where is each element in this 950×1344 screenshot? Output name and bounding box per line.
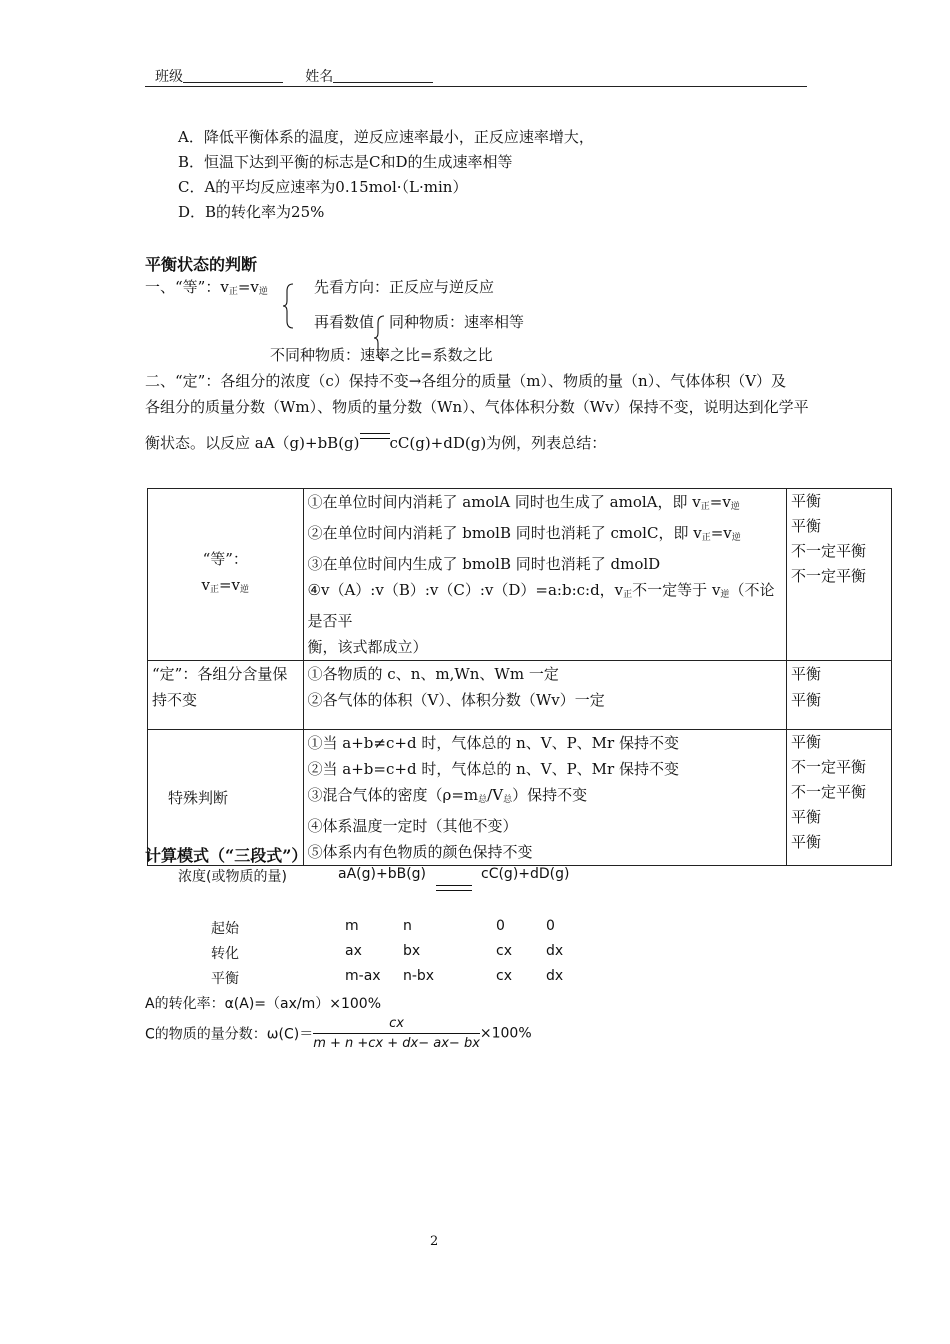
conversion-formula: A的转化率：α(A)=（ax/m）×100% — [145, 996, 382, 1012]
calc-cell: n — [403, 918, 412, 934]
name-label: 姓名 — [305, 69, 334, 85]
equilibrium-arrow-icon — [360, 430, 390, 442]
ding-line-3: 衡状态。以反应 aA（g)+bB(g) cC(g)+dD(g)为例，列表总结： — [145, 430, 606, 453]
same-substance-rule: 同种物质：速率相等 — [389, 313, 525, 331]
header-rule — [145, 86, 807, 87]
ding-line-1: 二、“定”：各组分的浓度（c）保持不变→各组分的质量（m）、物质的量（n）、气体体积（V）及 — [145, 372, 787, 390]
row3-results: 平衡 不一定平衡 不一定平衡 平衡 平衡 — [786, 730, 891, 866]
calc-cell: m-ax — [345, 968, 381, 984]
calc-cell: dx — [546, 968, 564, 984]
option-d: D．B的转化率为25% — [178, 203, 325, 221]
table-row — [148, 661, 892, 730]
header — [155, 66, 433, 86]
brace-icon — [282, 283, 296, 329]
calc-cell: dx — [546, 943, 564, 959]
class-label: 班级 — [155, 69, 183, 85]
row1-label: “等”： $v_正=v_逆$ — [148, 489, 304, 661]
calc-row-label: 平衡 — [211, 971, 239, 987]
row1-items: ①在单位时间内消耗了 amolA 同时也生成了 amolA，即 $v_正=v_逆$ ②在单位时间内消耗了 bmolB 同时也消耗了 cmolC，即 $v_正=v_逆$ ③在单位时间内生成了 bmolB 同时也消耗了 dmolD ④v（A）:v（B）:v（C）:v（D）=a:b:c:d，$v_正$不一定等于 $v_逆$（不论是否平 衡，该式都成立） — [303, 489, 786, 661]
calc-reactants: aA(g)+bB(g) — [338, 866, 426, 882]
option-c: C．A的平均反应速率为0.15mol·（L·min） — [178, 178, 468, 196]
calc-products: cC(g)+dD(g) — [481, 866, 570, 882]
page-number: 2 — [430, 1234, 439, 1249]
calc-cell: bx — [403, 943, 421, 959]
calc-cell: n-bx — [403, 968, 435, 984]
calc-cell: ax — [345, 943, 362, 959]
calc-cell: cx — [496, 943, 512, 959]
calc-cell: cx — [496, 968, 512, 984]
option-a: A．降低平衡体系的温度，逆反应速率最小，正反应速率增大， — [178, 128, 594, 146]
calc-head-label: 浓度(或物质的量) — [178, 869, 287, 885]
row2-results: 平衡 平衡 — [786, 661, 891, 730]
step-direction: 先看方向：正反应与逆反应 — [314, 278, 495, 296]
fraction-formula: C的物质的量分数：ω(C)＝ $\frac{cx}{m + n +cx + dx- ax- bx}$ ×100% — [145, 1016, 532, 1051]
option-b: B．恒温下达到平衡的标志是C和D的生成速率相等 — [178, 153, 513, 171]
calc-cell: m — [345, 918, 359, 934]
step-value: 再看数值 — [314, 313, 375, 331]
ding-line-2: 各组分的质量分数（Wm）、物质的量分数（Wn）、气体体积分数（Wv）保持不变，说明达到化学平 — [145, 398, 809, 416]
section-title-equilibrium: 平衡状态的判断 — [145, 255, 258, 274]
deng-rule: 一、“等”：$v_正=v_逆$ — [145, 278, 268, 297]
equilibrium-table — [147, 488, 892, 866]
row2-label: “定”：各组分含量保持不变 — [148, 661, 304, 730]
row3-items: ①当 a+b≠c+d 时，气体总的 n、V、P、Mr 保持不变 ②当 a+b=c+d 时，气体总的 n、V、P、Mr 保持不变 ③混合气体的密度$(\rho=m_总/V_总)$保持不变 ④体系温度一定时（其他不变） ⑤体系内有色物质的颜色保持不变 — [303, 730, 786, 866]
diff-substance-rule: 不同种物质：速率之比=系数之比 — [270, 346, 493, 364]
name-blank[interactable] — [333, 68, 433, 83]
calc-cell: 0 — [546, 918, 555, 934]
row3-label: 特殊判断 — [148, 730, 304, 866]
calc-row-label: 转化 — [211, 946, 239, 962]
section-title-calc: 计算模式（“三段式”） — [145, 846, 308, 865]
row1-results: 平衡 平衡 不一定平衡 不一定平衡 — [786, 489, 891, 661]
class-blank[interactable] — [183, 68, 283, 83]
fraction: $\frac{cx}{m + n +cx + dx- ax- bx}$ — [313, 1016, 480, 1051]
calc-row-label: 起始 — [211, 921, 239, 937]
row2-items: ①各物质的 c、n、m,Wn、Wm 一定 ②各气体的体积（V）、体积分数（Wv）一定 — [303, 661, 786, 730]
table-row — [148, 489, 892, 661]
calc-cell: 0 — [496, 918, 505, 934]
calc-equilibrium-arrow-icon — [436, 882, 472, 894]
